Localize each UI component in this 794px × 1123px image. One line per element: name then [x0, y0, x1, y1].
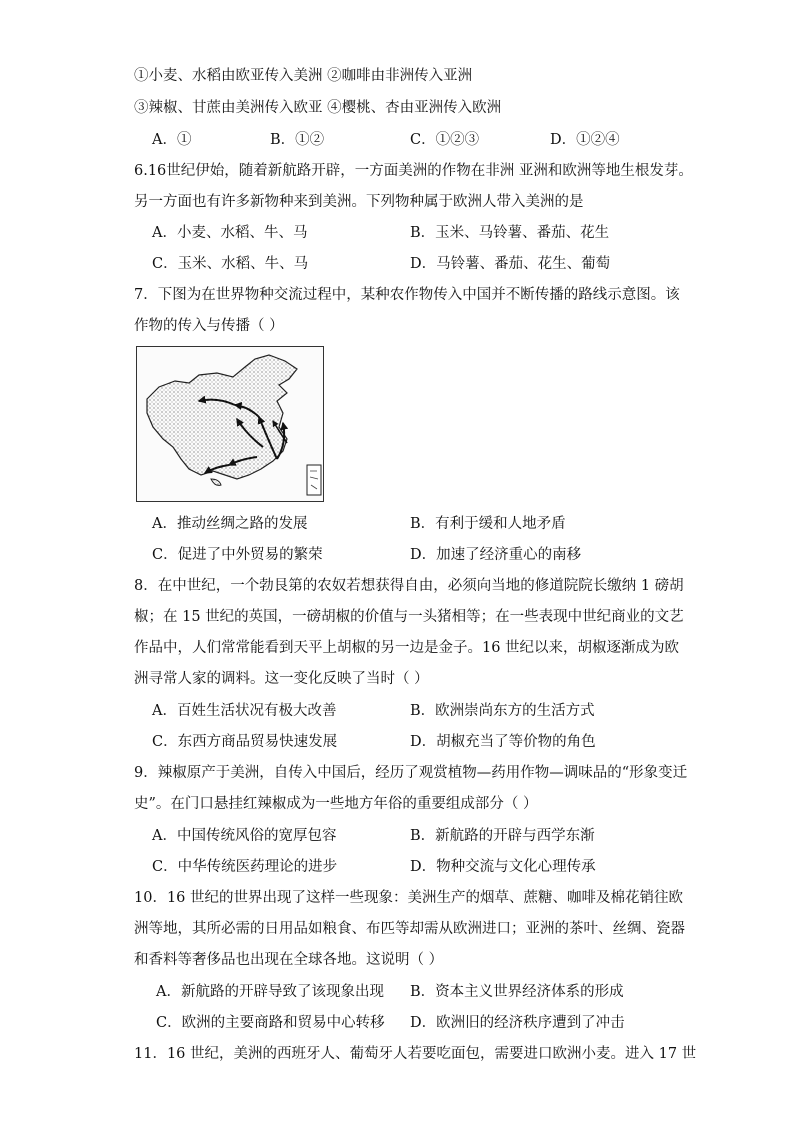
- q5-option-d[interactable]: D．①②④: [550, 132, 620, 148]
- q10-option-a[interactable]: A．新航路的开辟导致了该现象出现: [156, 984, 384, 1000]
- q9-stem-line2: 史”。在门口悬挂红辣椒成为一些地方年俗的重要组成部分（ ）: [134, 796, 538, 812]
- q10-option-c[interactable]: C．欧洲的主要商路和贸易中心转移: [156, 1015, 385, 1031]
- q10-stem-line1: 10．16 世纪的世界出现了这样一些现象：美洲生产的烟草、蔗糖、咖啡及棉花销往欧: [134, 890, 684, 906]
- q10-option-d[interactable]: D．欧洲旧的经济秩序遭到了冲击: [410, 1015, 625, 1031]
- q6-option-d[interactable]: D．马铃薯、番茄、花生、葡萄: [410, 256, 611, 272]
- q6-stem-line2: 另一方面也有许多新物种来到美洲。下列物种属于欧洲人带入美洲的是: [134, 194, 584, 210]
- china-map-illustration: [137, 347, 323, 501]
- q8-option-b[interactable]: B．欧洲崇尚东方的生活方式: [410, 703, 595, 719]
- china-outline: [147, 355, 297, 479]
- q8-option-a[interactable]: A．百姓生活状况有极大改善: [152, 703, 337, 719]
- q8-stem-line3: 作品中，人们常常能看到天平上胡椒的另一边是金子。16 世纪以来，胡椒逐渐成为欧: [134, 640, 680, 656]
- q7-option-d[interactable]: D．加速了经济重心的南移: [410, 547, 582, 563]
- q8-stem-line4: 洲寻常人家的调料。这一变化反映了当时（ ）: [134, 671, 429, 687]
- q7-option-b[interactable]: B．有利于缓和人地矛盾: [410, 516, 566, 532]
- q8-stem-line2: 椒；在 15 世纪的英国，一磅胡椒的价值与一头猪相等；在一些表现中世纪商业的文艺: [134, 609, 684, 625]
- q11-stem-line1: 11．16 世纪，美洲的西班牙人、葡萄牙人若要吃面包，需要进口欧洲小麦。进入 17 世: [134, 1046, 697, 1062]
- q9-option-b[interactable]: B．新航路的开辟与西学东渐: [410, 828, 595, 844]
- q10-stem-line3: 和香料等奢侈品也出现在全球各地。这说明（ ）: [134, 952, 444, 968]
- q9-option-d[interactable]: D．物种交流与文化心理传承: [410, 859, 596, 875]
- q6-option-a[interactable]: A．小麦、水稻、牛、马: [152, 225, 308, 241]
- q8-option-c[interactable]: C．东西方商品贸易快速发展: [152, 734, 338, 750]
- crop-spread-map: [136, 346, 324, 502]
- q9-option-c[interactable]: C．中华传统医药理论的进步: [152, 859, 338, 875]
- q7-option-c[interactable]: C．促进了中外贸易的繁荣: [152, 547, 323, 563]
- q5-option-b[interactable]: B．①②: [270, 132, 325, 148]
- q7-option-a[interactable]: A．推动丝绸之路的发展: [152, 516, 308, 532]
- q10-stem-line2: 洲等地，其所必需的日用品如粮食、布匹等却需从欧洲进口；亚洲的茶叶、丝绸、瓷器: [134, 921, 685, 937]
- q5-option-c[interactable]: C．①②③: [410, 132, 480, 148]
- q6-option-c[interactable]: C．玉米、水稻、牛、马: [152, 256, 309, 272]
- q9-option-a[interactable]: A．中国传统风俗的宽厚包容: [152, 828, 337, 844]
- q9-stem-line1: 9．辣椒原产于美洲，自传入中国后，经历了观赏植物—药用作物—调味品的“形象变迁: [134, 765, 688, 781]
- q8-option-d[interactable]: D．胡椒充当了等价物的角色: [410, 734, 596, 750]
- q5-option-a[interactable]: A．①: [152, 132, 192, 148]
- q6-option-b[interactable]: B．玉米、马铃薯、番茄、花生: [410, 225, 610, 241]
- q10-option-b[interactable]: B．资本主义世界经济体系的形成: [410, 984, 624, 1000]
- q8-stem-line1: 8．在中世纪，一个勃艮第的农奴若想获得自由，必须向当地的修道院院长缴纳 1 磅胡: [134, 578, 684, 594]
- q5-items-line1: ①小麦、水稻由欧亚传入美洲 ②咖啡由非洲传入亚洲: [134, 68, 473, 84]
- q6-stem-line1: 6.16世纪伊始，随着新航路开辟，一方面美洲的作物在非洲 亚洲和欧洲等地生根发芽。: [134, 163, 693, 179]
- q7-stem-line2: 作物的传入与传播（ ）: [134, 318, 284, 334]
- q5-items-line2: ③辣椒、甘蔗由美洲传入欧亚 ④樱桃、杏由亚洲传入欧洲: [134, 100, 502, 116]
- q7-stem-line1: 7．下图为在世界物种交流过程中，某种农作物传入中国并不断传播的路线示意图。该: [134, 287, 680, 303]
